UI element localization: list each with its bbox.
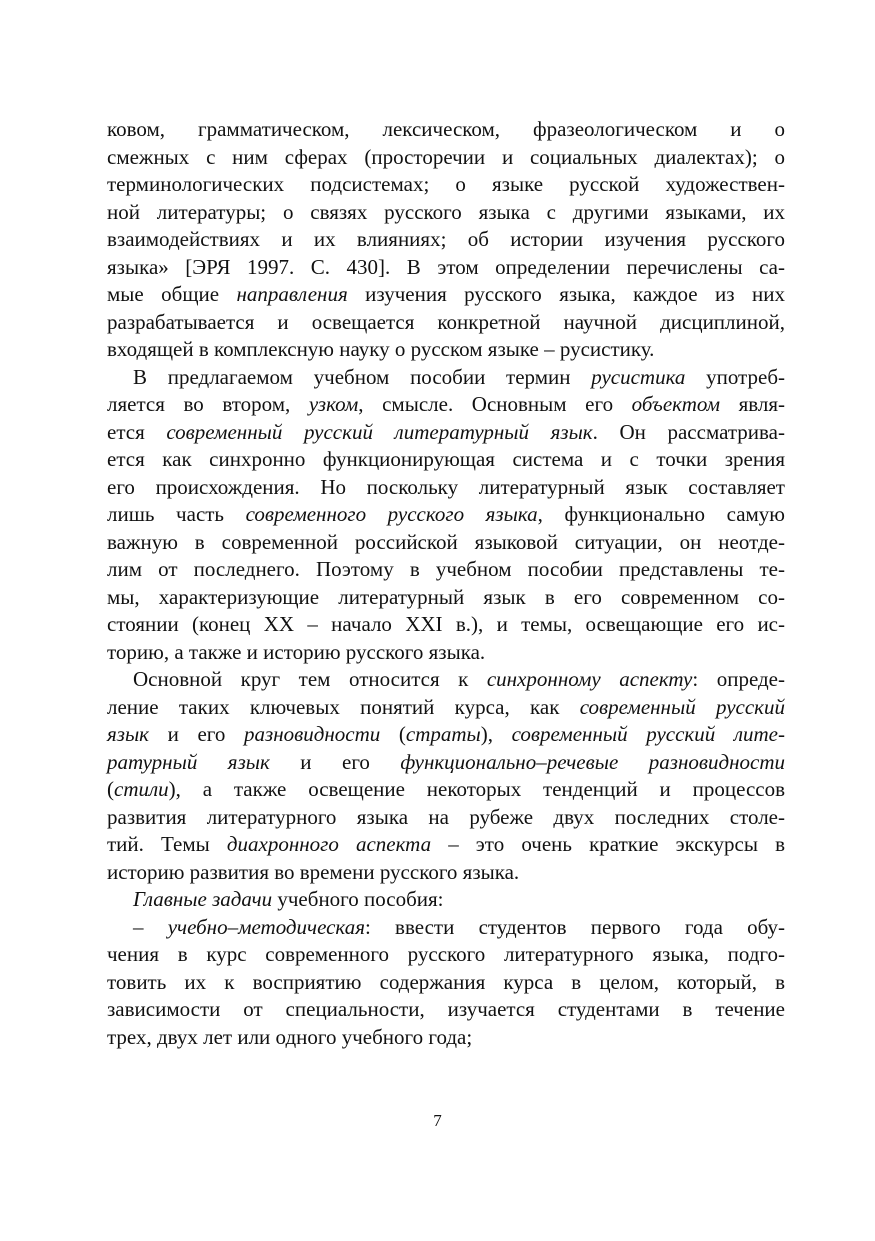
text-line: тий. Темы диахронного аспекта – это очень краткие экскурсы в: [107, 832, 785, 856]
text-line: стоянии (конец XX – начало XXI в.), и темы, освещающие его ис-: [107, 612, 785, 636]
text-line: Главные задачи учебного пособия:: [133, 887, 444, 911]
paragraph-term-rusistika: [107, 364, 785, 667]
text-line: торию, а также и историю русского языка.: [107, 639, 486, 664]
italic-term: объектом: [631, 392, 720, 416]
paragraph-task-methodological: [107, 914, 785, 1052]
italic-term: язык: [107, 722, 149, 746]
text-line: его происхождения. Но поскольку литературный язык составляет: [107, 474, 785, 499]
paragraph-topics: [107, 666, 785, 886]
text-line: товить их к восприятию содержания курса в целом, который, в: [107, 969, 785, 994]
italic-term: узком: [308, 392, 359, 416]
text-line: зависимости от специальности, изучается студентами в течение: [107, 997, 785, 1021]
text-line: В предлагаемом учебном пособии термин русистика употреб-: [133, 364, 785, 389]
text-line: взаимодействиях и их влияниях; об истории изучения русского: [107, 227, 785, 251]
text-line: ратурный язык и его функционально–речевые разновидности: [107, 749, 786, 774]
text-line: Основной круг тем относится к синхронному аспекту: опреде-: [133, 667, 785, 691]
text-line: важную в современной российской языковой ситуации, он неотде-: [107, 529, 785, 554]
italic-term: современный русский лите-: [511, 722, 785, 746]
italic-term: синхронному аспекту: [486, 667, 693, 691]
body-text: [107, 116, 785, 1051]
text-line: входящей в комплексную науку о русском языке – русистику.: [107, 337, 655, 361]
text-line: ление таких ключевых понятий курса, как современный русский: [107, 694, 785, 719]
text-line: лим от последнего. Поэтому в учебном пособии представлены те-: [107, 557, 785, 581]
text-line: историю развития во времени русского языка.: [107, 859, 520, 884]
text-line: разрабатывается и освещается конкретной научной дисциплиной,: [107, 309, 785, 334]
text-line: развития литературного языка на рубеже двух последних столе-: [107, 804, 785, 829]
text-line: мые общие направления изучения русского языка, каждое из них: [107, 282, 785, 306]
italic-term: страты: [405, 722, 481, 746]
paragraph-definition-continuation: [107, 116, 785, 364]
text-line: (стили), а также освещение некоторых тенденций и процессов: [107, 777, 785, 801]
paragraph-main-tasks: [107, 886, 785, 914]
text-line: мы, характеризующие литературный язык в его современном со-: [107, 584, 785, 609]
text-line: ется как синхронно функционирующая система и с точки зрения: [107, 447, 785, 471]
italic-term: современный русский литературный язык: [166, 419, 593, 444]
text-line: ляется во втором, узком, смысле. Основным его объектом явля-: [107, 392, 785, 416]
italic-term: разновидности: [244, 722, 381, 746]
text-line: ной литературы; о связях русского языка с другими языками, их: [107, 199, 785, 224]
italic-term: учебно–методическая: [167, 914, 365, 939]
italic-term: стили: [114, 777, 169, 801]
text-line: языка» [ЭРЯ 1997. С. 430]. В этом определении перечислены са-: [107, 254, 785, 279]
text-line: язык и его разновидности (страты), современный русский лите-: [107, 722, 785, 746]
text-line: лишь часть современного русского языка, функционально самую: [107, 502, 785, 526]
italic-term: современный русский: [579, 694, 785, 719]
italic-term: диахронного аспекта: [226, 832, 432, 856]
text-line: – учебно–методическая: ввести студентов первого года обу-: [133, 914, 786, 939]
italic-term: современного русского языка: [245, 502, 538, 526]
text-line: ется современный русский литературный язык. Он рассматрива-: [107, 419, 785, 444]
text-line: ковом, грамматическом, лексическом, фразеологическом и о: [107, 117, 785, 141]
italic-term: направления: [236, 282, 348, 306]
italic-term: функционально–речевые разновидности: [400, 749, 786, 774]
text-line: смежных с ним сферах (просторечии и социальных диалектах); о: [107, 144, 785, 169]
text-line: терминологических подсистемах; о языке русской художествен-: [107, 172, 785, 196]
italic-term: ратурный язык: [107, 749, 270, 774]
italic-term: Главные задачи: [133, 887, 273, 911]
text-line: трех, двух лет или одного учебного года;: [107, 1024, 473, 1049]
italic-term: русистика: [591, 364, 686, 389]
text-line: чения в курс современного русского литературного языка, подго-: [107, 942, 785, 966]
page-number: 7: [433, 1111, 442, 1130]
